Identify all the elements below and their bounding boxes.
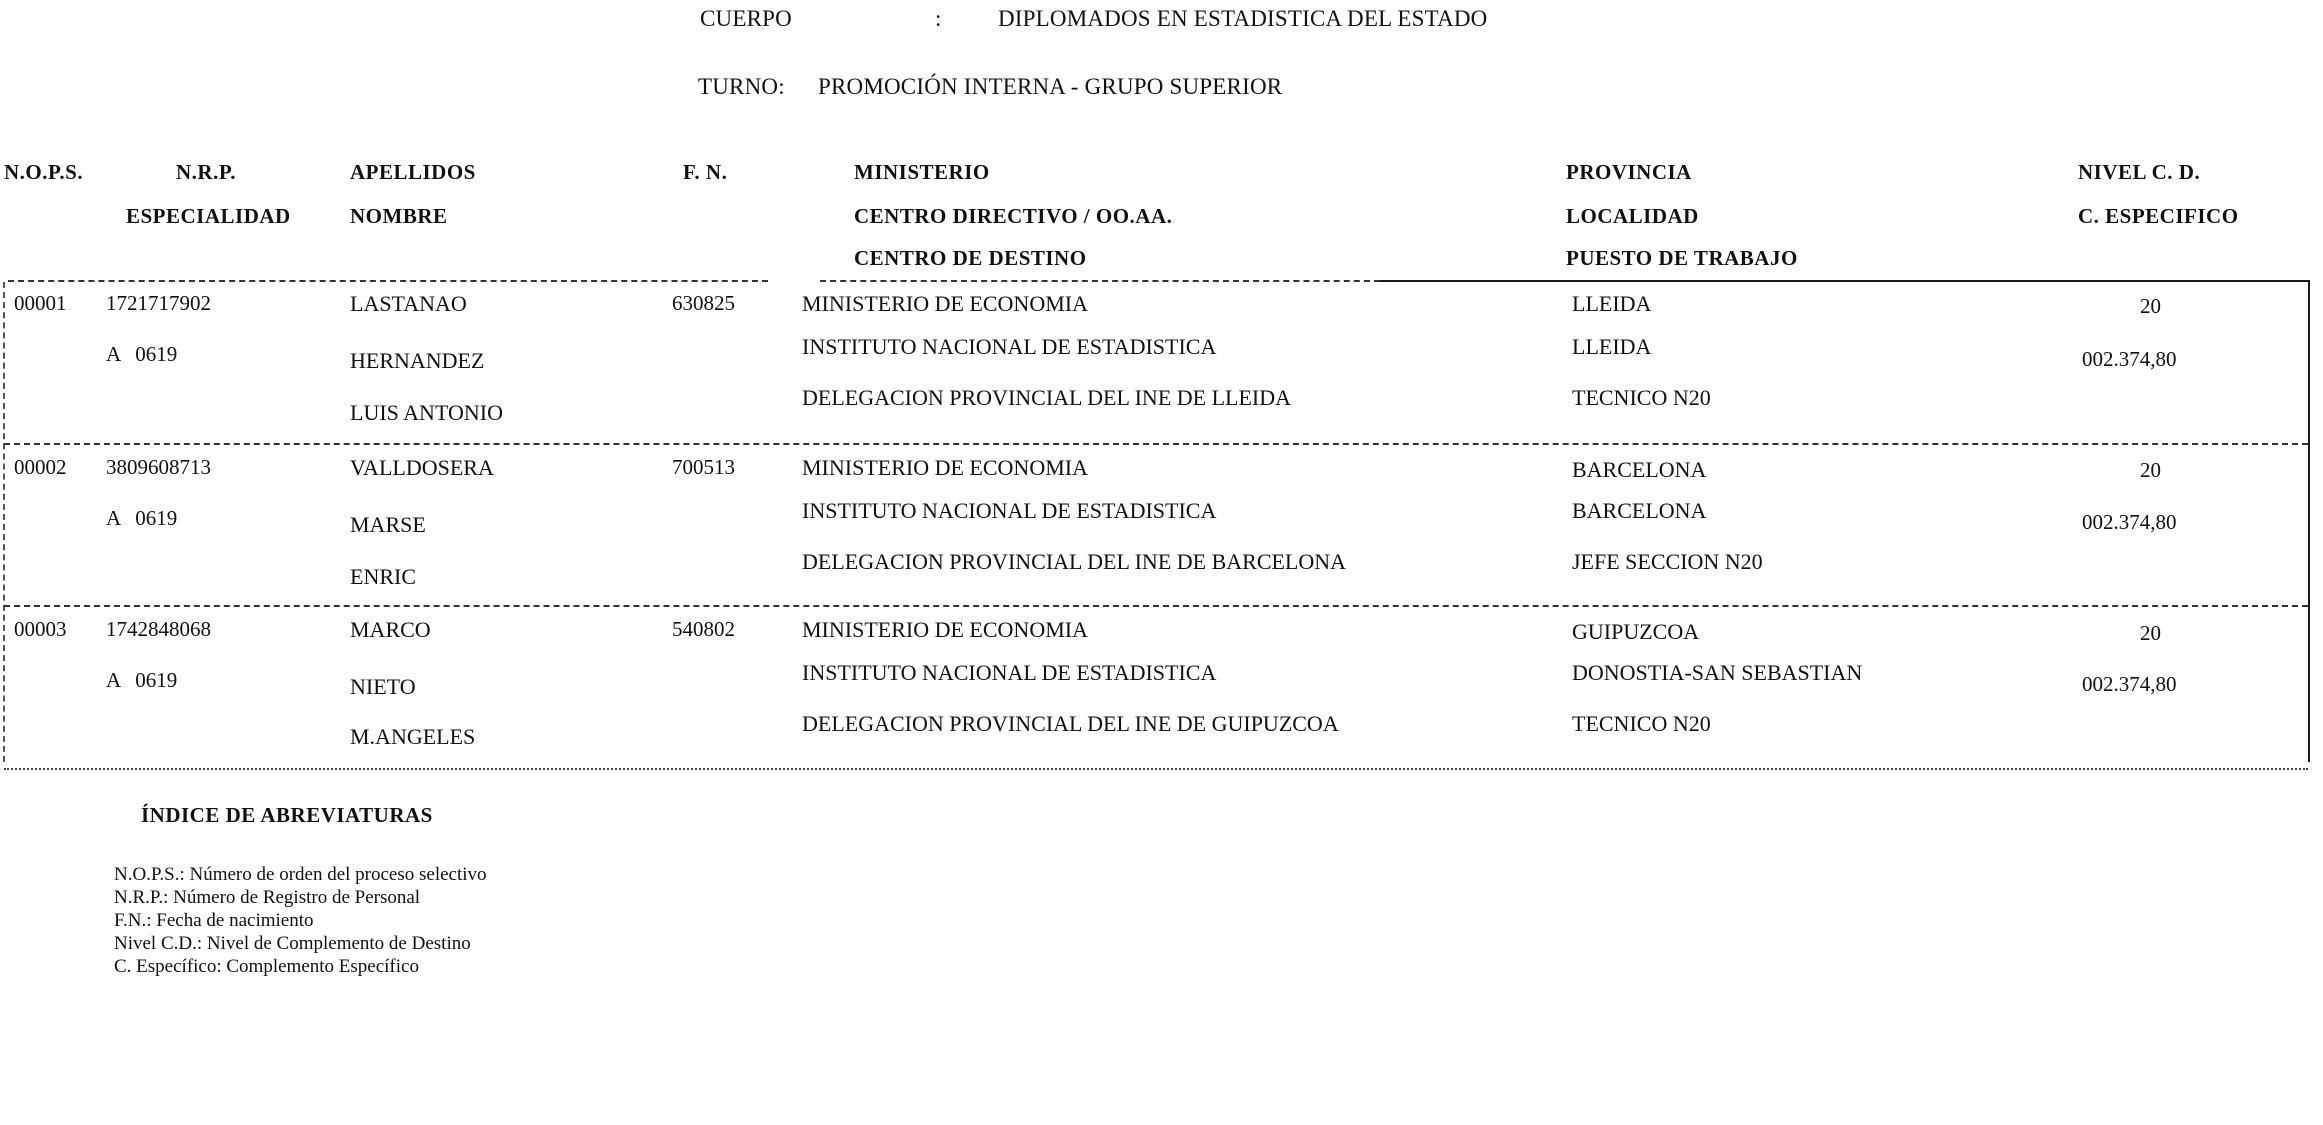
header-nrp: N.R.P. [176,160,236,184]
table-top-rule-right [1380,280,2310,282]
row-localidad: DONOSTIA-SAN SEBASTIAN [1572,660,1863,685]
header-fn: F. N. [683,160,728,184]
turno-value: PROMOCIÓN INTERNA - GRUPO SUPERIOR [818,74,1283,99]
row-nrp: 3809608713 [106,455,211,479]
row-especialidad: A 0619 [106,342,178,366]
row-localidad: LLEIDA [1572,334,1652,359]
row-nivel: 20 [2140,294,2161,318]
row-apellido1: LASTANAO [350,291,467,316]
row-nops: 00003 [14,617,67,641]
turno-label: TURNO: [698,74,785,99]
row-nombre: ENRIC [350,564,416,589]
row-nrp: 1742848068 [106,617,211,641]
row-centro-destino: DELEGACION PROVINCIAL DEL INE DE GUIPUZCOA [802,711,1339,736]
row-divider-1 [4,443,2308,445]
header-nombre: NOMBRE [350,204,448,228]
row-especialidad: A 0619 [106,668,178,692]
header-apellidos: APELLIDOS [350,160,476,184]
row-centro-directivo: INSTITUTO NACIONAL DE ESTADISTICA [802,498,1217,523]
row-centro-directivo: INSTITUTO NACIONAL DE ESTADISTICA [802,660,1217,685]
table-right-border [2308,282,2310,762]
row-apellido2: NIETO [350,674,416,699]
header-centro-destino: CENTRO DE DESTINO [854,246,1087,270]
row-centro-destino: DELEGACION PROVINCIAL DEL INE DE BARCELONA [802,549,1347,574]
index-line: F.N.: Fecha de nacimiento [114,910,314,931]
row-fn: 700513 [672,455,735,479]
index-line: C. Específico: Complemento Específico [114,956,419,977]
row-apellido2: MARSE [350,512,426,537]
cuerpo-separator: : [935,6,942,31]
row-especifico: 002.374,80 [2082,510,2177,534]
row-nops: 00001 [14,291,67,315]
row-apellido2: HERNANDEZ [350,348,485,373]
row-nombre: M.ANGELES [350,724,476,749]
cuerpo-value: DIPLOMADOS EN ESTADISTICA DEL ESTADO [998,6,1488,31]
index-title: ÍNDICE DE ABREVIATURAS [141,803,433,827]
table-bottom-rule [4,768,2308,770]
table-top-rule-mid [820,280,1380,282]
row-provincia: GUIPUZCOA [1572,619,1700,644]
row-nombre: LUIS ANTONIO [350,400,503,425]
row-ministerio: MINISTERIO DE ECONOMIA [802,455,1088,480]
row-fn: 540802 [672,617,735,641]
header-puesto: PUESTO DE TRABAJO [1566,246,1798,270]
header-provincia: PROVINCIA [1566,160,1692,184]
row-nrp: 1721717902 [106,291,211,315]
header-especifico: C. ESPECIFICO [2078,204,2239,228]
row-especialidad: A 0619 [106,506,178,530]
row-especifico: 002.374,80 [2082,347,2177,371]
row-ministerio: MINISTERIO DE ECONOMIA [802,291,1088,316]
index-line: N.R.P.: Número de Registro de Personal [114,887,421,908]
row-divider-2 [4,605,2308,607]
row-nops: 00002 [14,455,67,479]
row-apellido1: MARCO [350,617,431,642]
row-puesto: TECNICO N20 [1572,711,1711,736]
header-ministerio: MINISTERIO [854,160,990,184]
row-provincia: BARCELONA [1572,457,1707,482]
row-puesto: TECNICO N20 [1572,385,1711,410]
header-localidad: LOCALIDAD [1566,204,1699,228]
row-ministerio: MINISTERIO DE ECONOMIA [802,617,1088,642]
header-nivel: NIVEL C. D. [2078,160,2201,184]
cuerpo-label: CUERPO [700,6,792,31]
header-centro-directivo: CENTRO DIRECTIVO / OO.AA. [854,204,1173,228]
row-apellido1: VALLDOSERA [350,455,494,480]
row-centro-directivo: INSTITUTO NACIONAL DE ESTADISTICA [802,334,1217,359]
row-puesto: JEFE SECCION N20 [1572,549,1763,574]
row-localidad: BARCELONA [1572,498,1707,523]
row-centro-destino: DELEGACION PROVINCIAL DEL INE DE LLEIDA [802,385,1292,410]
row-fn: 630825 [672,291,735,315]
row-provincia: LLEIDA [1572,291,1652,316]
header-especialidad: ESPECIALIDAD [126,204,291,228]
row-nivel: 20 [2140,621,2161,645]
row-especifico: 002.374,80 [2082,672,2177,696]
header-nops: N.O.P.S. [4,160,84,184]
table-top-rule-left [8,280,768,282]
row-nivel: 20 [2140,458,2161,482]
index-line: Nivel C.D.: Nivel de Complemento de Destino [114,933,471,954]
index-line: N.O.P.S.: Número de orden del proceso selectivo [114,864,487,885]
table-left-border [3,282,5,762]
